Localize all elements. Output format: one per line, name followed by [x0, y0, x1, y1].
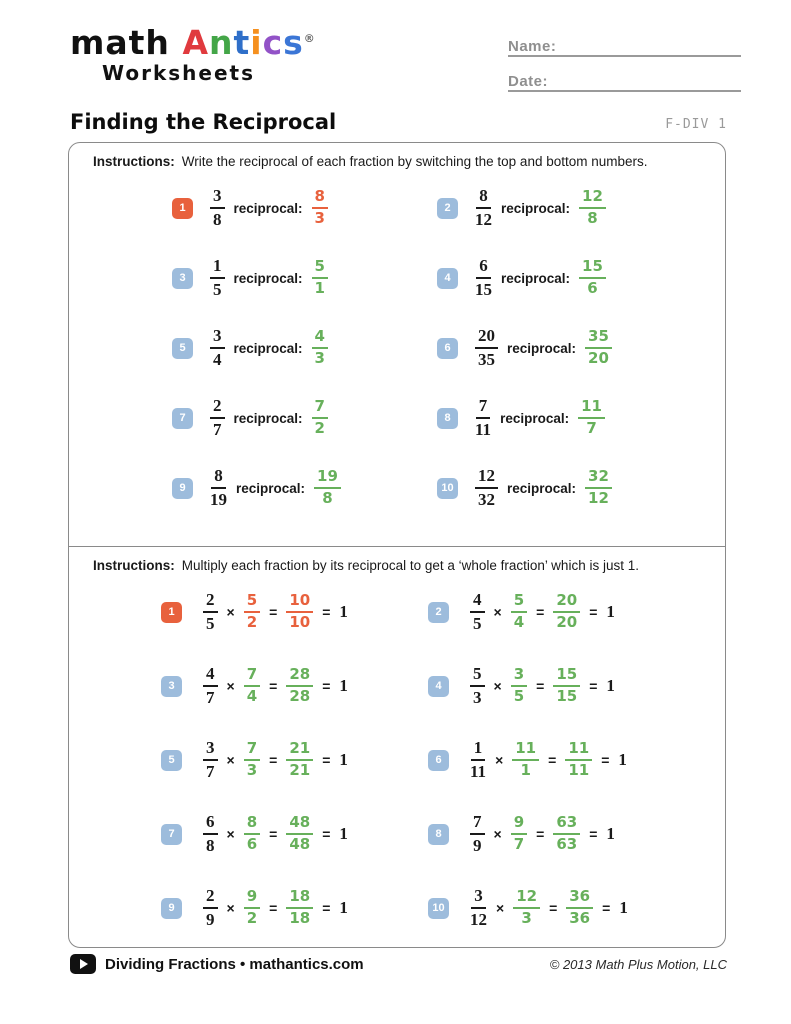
fraction-denominator: 8 [206, 836, 215, 855]
equals-symbol: = [322, 604, 331, 620]
given-fraction [210, 397, 225, 439]
answer-denominator: 8 [322, 489, 333, 507]
fraction-numerator: 2 [203, 591, 218, 613]
fraction-numerator: 1 [210, 257, 225, 279]
reciprocal-label: reciprocal: [501, 270, 571, 286]
given-fraction [203, 591, 218, 633]
reciprocal-problem [437, 453, 725, 523]
given-fraction [475, 187, 492, 229]
fraction-denominator: 35 [478, 350, 495, 369]
reciprocal-answer-fraction [511, 667, 527, 705]
equals-symbol: = [322, 678, 331, 694]
multiply-problem [428, 723, 725, 797]
equals-symbol: = [536, 826, 545, 842]
equals-symbol: = [589, 604, 598, 620]
section2-problem-grid [69, 575, 725, 945]
fraction-denominator: 9 [473, 836, 482, 855]
fraction-numerator: 8 [476, 187, 491, 209]
fraction-numerator: 3 [210, 327, 225, 349]
answer-denominator: 1 [520, 761, 531, 779]
answer-fraction [312, 259, 328, 297]
fraction-numerator: 7 [476, 397, 491, 419]
given-fraction [203, 813, 218, 855]
logo-letter: s [283, 23, 304, 62]
equals-symbol: = [322, 900, 331, 916]
answer-denominator: 7 [586, 419, 597, 437]
reciprocal-label: reciprocal: [507, 480, 577, 496]
answer-denominator: 7 [513, 835, 525, 853]
given-fraction [470, 739, 486, 781]
reciprocal-problem [437, 243, 725, 313]
answer-numerator: 5 [511, 593, 527, 613]
answer-fraction [312, 399, 328, 437]
product-numerator: 18 [286, 889, 313, 909]
fraction-denominator: 7 [206, 688, 215, 707]
fraction-numerator: 2 [210, 397, 225, 419]
product-answer-fraction [286, 593, 313, 631]
blank-write-line[interactable] [562, 34, 741, 55]
field-label: Name: [508, 38, 557, 55]
fraction-numerator: 3 [203, 739, 218, 761]
fraction-numerator: 20 [475, 327, 498, 349]
given-fraction [210, 187, 225, 229]
fraction-numerator: 12 [475, 467, 498, 489]
fraction-denominator: 12 [470, 910, 487, 929]
answer-denominator: 5 [513, 687, 525, 705]
times-symbol: × [226, 604, 235, 620]
times-symbol: × [226, 826, 235, 842]
reciprocal-answer-fraction [513, 889, 540, 927]
result-value: 1 [618, 750, 627, 769]
fill-in-field-row [508, 69, 741, 92]
problem-number-badge: 2 [437, 198, 458, 219]
product-numerator: 11 [565, 741, 592, 761]
problem-number-badge: 8 [428, 824, 449, 845]
reciprocal-answer-fraction [244, 741, 260, 779]
fraction-numerator: 4 [203, 665, 218, 687]
reciprocal-answer-fraction [244, 593, 260, 631]
answer-fraction [312, 329, 328, 367]
answer-denominator: 2 [246, 909, 258, 927]
fraction-denominator: 12 [475, 210, 492, 229]
answer-fraction [585, 329, 612, 367]
reciprocal-problem [437, 383, 725, 453]
logo-subtitle: Worksheets [102, 61, 255, 85]
multiply-problem [428, 649, 725, 723]
problem-number-badge: 4 [437, 268, 458, 289]
fraction-denominator: 5 [213, 280, 222, 299]
product-denominator: 28 [289, 687, 311, 705]
given-fraction [475, 467, 498, 509]
answer-numerator: 7 [244, 667, 260, 687]
times-symbol: × [226, 752, 235, 768]
problem-number-badge: 1 [172, 198, 193, 219]
answer-numerator: 7 [244, 741, 260, 761]
logo-word-math: math [70, 23, 170, 62]
problem-number-badge: 8 [437, 408, 458, 429]
answer-numerator: 9 [511, 815, 527, 835]
product-denominator: 11 [568, 761, 590, 779]
answer-numerator: 4 [312, 329, 328, 349]
fill-in-field-row [508, 34, 741, 57]
answer-numerator: 32 [585, 469, 612, 489]
page-footer [70, 954, 727, 974]
page-title: Finding the Reciprocal [70, 110, 337, 134]
fraction-denominator: 7 [213, 420, 222, 439]
product-answer-fraction [286, 815, 313, 853]
fraction-denominator: 11 [475, 420, 492, 439]
equals-symbol: = [536, 678, 545, 694]
reciprocal-label: reciprocal: [233, 410, 303, 426]
given-fraction [475, 397, 491, 439]
problem-number-badge: 5 [161, 750, 182, 771]
answer-numerator: 35 [585, 329, 612, 349]
registered-trademark-symbol: ® [303, 32, 316, 45]
title-bar [70, 110, 727, 134]
reciprocal-answer-fraction [512, 741, 539, 779]
given-fraction [210, 467, 227, 509]
product-answer-fraction [565, 741, 592, 779]
times-symbol: × [493, 678, 502, 694]
product-numerator: 36 [566, 889, 593, 909]
copyright-text: © 2013 Math Plus Motion, LLC [549, 956, 727, 972]
given-fraction [210, 257, 225, 299]
instructions-text: Write the reciprocal of each fraction by switching the top and bottom numbers. [181, 154, 648, 169]
reciprocal-label: reciprocal: [500, 410, 570, 426]
multiply-problem [161, 871, 428, 945]
multiply-problem [428, 797, 725, 871]
equals-symbol: = [322, 826, 331, 842]
answer-fraction [579, 259, 606, 297]
equals-symbol: = [322, 752, 331, 768]
fraction-numerator: 4 [470, 591, 485, 613]
answer-denominator: 2 [314, 419, 325, 437]
answer-denominator: 3 [246, 761, 258, 779]
reciprocal-problem [437, 173, 725, 243]
answer-denominator: 6 [587, 279, 598, 297]
reciprocal-label: reciprocal: [233, 340, 303, 356]
math-antics-logo [70, 23, 316, 85]
worksheet-box [68, 142, 726, 948]
answer-numerator: 12 [579, 189, 606, 209]
reciprocal-problem [172, 243, 437, 313]
answer-numerator: 7 [312, 399, 328, 419]
times-symbol: × [226, 900, 235, 916]
answer-numerator: 11 [578, 399, 605, 419]
reciprocal-problem [172, 383, 437, 453]
product-denominator: 18 [289, 909, 311, 927]
answer-numerator: 8 [312, 189, 328, 209]
equals-symbol: = [549, 900, 558, 916]
answer-denominator: 4 [246, 687, 258, 705]
reciprocal-label: reciprocal: [507, 340, 577, 356]
problem-number-badge: 10 [437, 478, 458, 499]
equals-symbol: = [269, 752, 278, 768]
product-numerator: 10 [286, 593, 313, 613]
given-fraction [475, 257, 492, 299]
product-denominator: 10 [289, 613, 311, 631]
product-answer-fraction [566, 889, 593, 927]
problem-number-badge: 3 [161, 676, 182, 697]
reciprocal-problem [172, 453, 437, 523]
product-numerator: 15 [553, 667, 580, 687]
reciprocal-label: reciprocal: [233, 270, 303, 286]
fraction-numerator: 8 [211, 467, 226, 489]
given-fraction [470, 813, 485, 855]
answer-numerator: 5 [312, 259, 328, 279]
logo-letter: c [262, 23, 284, 62]
answer-fraction [314, 469, 341, 507]
equals-symbol: = [269, 604, 278, 620]
section-multiply [69, 547, 725, 945]
answer-denominator: 20 [588, 349, 609, 367]
result-value: 1 [606, 824, 615, 843]
problem-number-badge: 6 [437, 338, 458, 359]
product-denominator: 63 [556, 835, 578, 853]
given-fraction [475, 327, 498, 369]
answer-numerator: 5 [244, 593, 260, 613]
result-value: 1 [606, 602, 615, 621]
product-denominator: 15 [556, 687, 578, 705]
answer-denominator: 3 [521, 909, 532, 927]
equals-symbol: = [536, 604, 545, 620]
fraction-numerator: 1 [471, 739, 486, 761]
section1-problem-grid [69, 173, 725, 523]
multiply-problem [428, 871, 725, 945]
fraction-numerator: 6 [203, 813, 218, 835]
product-denominator: 36 [569, 909, 591, 927]
times-symbol: × [226, 678, 235, 694]
fraction-numerator: 7 [470, 813, 485, 835]
product-denominator: 21 [289, 761, 311, 779]
result-value: 1 [339, 898, 348, 917]
reciprocal-answer-fraction [244, 815, 260, 853]
problem-number-badge: 7 [172, 408, 193, 429]
answer-denominator: 3 [314, 349, 325, 367]
times-symbol: × [493, 604, 502, 620]
fraction-numerator: 2 [203, 887, 218, 909]
product-numerator: 20 [553, 593, 580, 613]
blank-write-line[interactable] [554, 69, 741, 90]
product-answer-fraction [286, 667, 313, 705]
logo-wordmark [70, 23, 316, 62]
multiply-problem [428, 575, 725, 649]
reciprocal-answer-fraction [244, 667, 260, 705]
problem-number-badge: 2 [428, 602, 449, 623]
equals-symbol: = [601, 752, 610, 768]
logo-letter: n [208, 23, 234, 62]
section-reciprocal [69, 143, 725, 547]
answer-fraction [585, 469, 612, 507]
problem-number-badge: 9 [161, 898, 182, 919]
reciprocal-problem [437, 313, 725, 383]
product-answer-fraction [553, 667, 580, 705]
answer-fraction [579, 189, 606, 227]
result-value: 1 [339, 750, 348, 769]
reciprocal-answer-fraction [511, 593, 527, 631]
answer-denominator: 3 [314, 209, 325, 227]
instructions-label: Instructions: [93, 154, 175, 169]
product-answer-fraction [553, 593, 580, 631]
result-value: 1 [339, 676, 348, 695]
fraction-numerator: 3 [210, 187, 225, 209]
problem-number-badge: 3 [172, 268, 193, 289]
section2-instructions [69, 547, 725, 573]
product-numerator: 28 [286, 667, 313, 687]
problem-number-badge: 7 [161, 824, 182, 845]
product-answer-fraction [286, 741, 313, 779]
times-symbol: × [495, 752, 504, 768]
reciprocal-problem [172, 313, 437, 383]
fraction-denominator: 19 [210, 490, 227, 509]
times-symbol: × [493, 826, 502, 842]
reciprocal-label: reciprocal: [236, 480, 306, 496]
reciprocal-label: reciprocal: [501, 200, 571, 216]
answer-numerator: 11 [512, 741, 539, 761]
answer-denominator: 6 [246, 835, 258, 853]
multiply-problem [161, 649, 428, 723]
fraction-denominator: 11 [470, 762, 487, 781]
footer-video-link [70, 954, 364, 974]
field-label: Date: [508, 73, 549, 90]
reciprocal-label: reciprocal: [233, 200, 303, 216]
problem-number-badge: 5 [172, 338, 193, 359]
fraction-numerator: 5 [470, 665, 485, 687]
equals-symbol: = [589, 826, 598, 842]
reciprocal-answer-fraction [511, 815, 527, 853]
times-symbol: × [496, 900, 505, 916]
answer-denominator: 4 [513, 613, 525, 631]
product-denominator: 20 [556, 613, 578, 631]
problem-number-badge: 1 [161, 602, 182, 623]
instructions-text: Multiply each fraction by its reciprocal to get a ‘whole fraction’ which is just 1. [181, 558, 639, 573]
fraction-denominator: 9 [206, 910, 215, 929]
problem-number-badge: 9 [172, 478, 193, 499]
section1-instructions [69, 143, 725, 169]
student-fields [508, 34, 741, 104]
result-value: 1 [606, 676, 615, 695]
fraction-denominator: 32 [478, 490, 495, 509]
fraction-denominator: 7 [206, 762, 215, 781]
fraction-numerator: 3 [471, 887, 486, 909]
given-fraction [203, 739, 218, 781]
answer-numerator: 12 [513, 889, 540, 909]
product-answer-fraction [553, 815, 580, 853]
multiply-problem [161, 723, 428, 797]
result-value: 1 [619, 898, 628, 917]
answer-numerator: 19 [314, 469, 341, 489]
answer-numerator: 15 [579, 259, 606, 279]
fraction-denominator: 15 [475, 280, 492, 299]
answer-denominator: 12 [588, 489, 609, 507]
logo-letter: A [182, 23, 209, 62]
fraction-denominator: 5 [206, 614, 215, 633]
fraction-denominator: 5 [473, 614, 482, 633]
equals-symbol: = [269, 900, 278, 916]
given-fraction [470, 887, 487, 929]
reciprocal-problem [172, 173, 437, 243]
product-denominator: 48 [289, 835, 311, 853]
problem-number-badge: 4 [428, 676, 449, 697]
given-fraction [470, 665, 485, 707]
answer-numerator: 8 [244, 815, 260, 835]
given-fraction [470, 591, 485, 633]
fraction-numerator: 6 [476, 257, 491, 279]
answer-denominator: 8 [587, 209, 598, 227]
reciprocal-answer-fraction [244, 889, 260, 927]
play-icon [70, 954, 96, 974]
equals-symbol: = [589, 678, 598, 694]
worksheet-code: F-DIV 1 [665, 117, 727, 132]
product-numerator: 21 [286, 741, 313, 761]
equals-symbol: = [269, 826, 278, 842]
equals-symbol: = [602, 900, 611, 916]
logo-letter: i [250, 23, 263, 62]
answer-denominator: 1 [314, 279, 325, 297]
product-numerator: 63 [553, 815, 580, 835]
given-fraction [203, 665, 218, 707]
answer-numerator: 3 [511, 667, 527, 687]
given-fraction [210, 327, 225, 369]
problem-number-badge: 6 [428, 750, 449, 771]
answer-fraction [312, 189, 328, 227]
product-numerator: 48 [286, 815, 313, 835]
answer-numerator: 9 [244, 889, 260, 909]
equals-symbol: = [548, 752, 557, 768]
logo-letter: t [233, 23, 251, 62]
instructions-label: Instructions: [93, 558, 175, 573]
footer-lesson-title: Dividing Fractions • mathantics.com [105, 955, 364, 973]
answer-denominator: 2 [246, 613, 258, 631]
answer-fraction [578, 399, 605, 437]
multiply-problem [161, 575, 428, 649]
result-value: 1 [339, 824, 348, 843]
logo-word-antics [182, 23, 303, 62]
fraction-denominator: 8 [213, 210, 222, 229]
product-answer-fraction [286, 889, 313, 927]
problem-number-badge: 10 [428, 898, 449, 919]
multiply-problem [161, 797, 428, 871]
equals-symbol: = [269, 678, 278, 694]
fraction-denominator: 3 [473, 688, 482, 707]
fraction-denominator: 4 [213, 350, 222, 369]
given-fraction [203, 887, 218, 929]
result-value: 1 [339, 602, 348, 621]
